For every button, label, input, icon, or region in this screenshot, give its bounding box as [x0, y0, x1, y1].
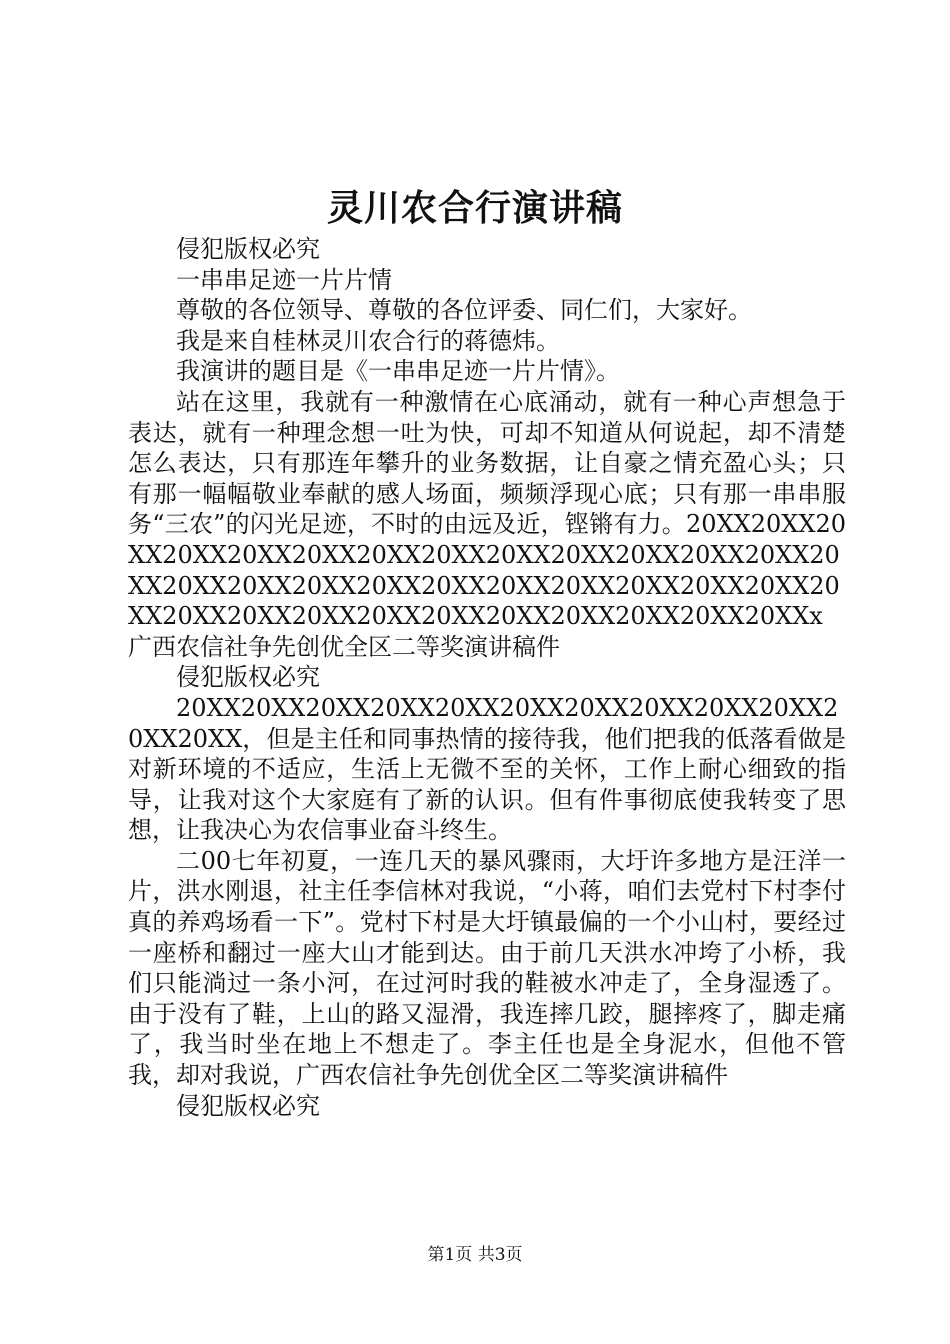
copyright-notice: 侵犯版权必究 — [176, 235, 320, 263]
experience-paragraph: 20XX20XX20XX20XX20XX20XX20XX20XX20XX20XX20XX20XX，但是主任和同事热情的接待我，他们把我的低落看做是对新环境的不适应，生活上无微不至的关怀，工作上耐心细致的指导，让我对这个大家庭有了新的认识。但有件事彻底使我转变了思想，让我决心为农信事业奋斗终生。 — [128, 693, 846, 845]
copyright-notice: 侵犯版权必究 — [176, 1091, 320, 1120]
story-paragraph: 二00七年初夏，一连几天的暴风骤雨，大圩许多地方是汪洋一片，洪水刚退，社主任李信林对我说，“小蒋，咱们去党村下村李付真的养鸡场看一下”。党村下村是大圩镇最偏的一个小山村，要经过一座桥和翻过一座大山才能到达。由于前几天洪水冲垮了小桥，我们只能淌过一条小河，在过河时我的鞋被水冲走了，全身湿透了。由于没有了鞋，上山的路又湿滑，我连摔几跤，腿摔疼了，脚走痛了，我当时坐在地上不想走了。李主任也是全身泥水，但他不管我，却对我说，广西农信社争先创优全区二等奖演讲稿件 — [128, 846, 846, 1090]
greeting-paragraph: 尊敬的各位领导、尊敬的各位评委、同仁们，大家好。 — [176, 296, 752, 325]
opening-paragraph: 站在这里，我就有一种激情在心底涌动，就有一种心声想急于表达，就有一种理念想一吐为快，可却不知道从何说起，却不清楚怎么表达，只有那连年攀升的业务数据，让自豪之情充盈心头；只有那一幅幅敬业奉献的感人场面，频频浮现心底；只有那一串串服务“三农”的闪光足迹，不时的由远及近，铿锵有力。20XX20XX20XX20XX20XX20XX20XX20XX20XX20XX20XX20XX20XX20XX20XX20XX20XX20XX20XX20XX20XX20XX20XX20XX20XX20XX20XX20XX20XX20XX20XX20XX20XX20XX20XXx广西农信社争先创优全区二等奖演讲稿件 — [128, 387, 846, 661]
self-introduction-paragraph: 我是来自桂林灵川农合行的蒋德炜。 — [176, 326, 560, 355]
document-body — [128, 234, 846, 1121]
speech-subtitle: 一串串足迹一片片情 — [176, 265, 392, 294]
copyright-notice: 侵犯版权必究 — [176, 663, 320, 692]
page-number-footer: 第1页 共3页 — [427, 1245, 523, 1265]
document-title: 灵川农合行演讲稿 — [326, 187, 623, 229]
speech-topic-paragraph: 我演讲的题目是《一串串足迹一片片情》。 — [176, 357, 620, 386]
